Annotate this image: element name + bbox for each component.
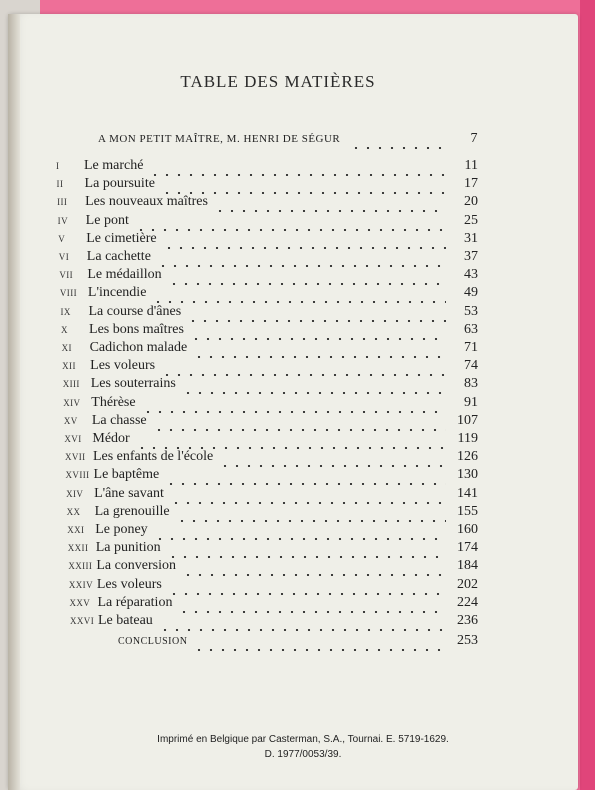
chapter-page: 160 [456, 522, 478, 537]
chapter-page: 20 [463, 194, 478, 210]
chapter-title: La poursuite [84, 176, 155, 192]
chapter-number: VI [58, 252, 70, 262]
chapter-number: XVII [64, 452, 86, 463]
toc-entry [64, 431, 478, 449]
leader-dots [159, 629, 446, 631]
chapter-number: VIII [59, 288, 77, 299]
toc-entry [63, 376, 478, 394]
chapter-number: XXIII [68, 561, 93, 572]
chapter-title: La réparation [97, 594, 173, 610]
chapter-title: Le médaillon [87, 267, 162, 283]
conclusion-page: 253 [457, 633, 478, 649]
toc-entry [58, 231, 478, 249]
dedication-page: 7 [470, 131, 478, 146]
toc-entry [67, 522, 478, 540]
chapter-page: 174 [456, 540, 478, 556]
chapter-page: 119 [457, 431, 478, 446]
chapter-page: 37 [463, 249, 478, 264]
chapter-page: 11 [464, 158, 478, 173]
chapter-title: Les enfants de l'école [92, 449, 214, 465]
chapter-title: L'incendie [87, 285, 147, 301]
toc-entry [70, 613, 478, 631]
toc-entry [69, 577, 478, 595]
toc-entry [68, 540, 478, 558]
chapter-number: VII [59, 270, 74, 281]
chapter-title: Thérèse [91, 394, 136, 410]
chapter-number: V [58, 233, 66, 244]
toc-entry [57, 176, 478, 194]
chapter-page: 184 [456, 558, 478, 574]
chapter-page: 43 [463, 267, 478, 283]
conclusion-label: CONCLUSION [118, 636, 188, 648]
chapter-title: Médor [92, 431, 130, 446]
chapter-number: III [57, 197, 68, 208]
toc-entry [62, 340, 478, 358]
conclusion-entry [90, 633, 478, 651]
book-page [8, 14, 578, 790]
toc-entry [64, 413, 478, 431]
chapter-page: 91 [463, 394, 478, 410]
chapter-page: 31 [463, 230, 478, 246]
chapter-number: XXV [69, 597, 91, 608]
chapter-title: Le bateau [98, 613, 153, 628]
chapter-number: XXVI [70, 616, 95, 626]
chapter-page: 155 [456, 503, 478, 519]
toc-entry [65, 449, 478, 467]
chapter-title: Les voleurs [96, 576, 162, 592]
chapter-number: XIV [66, 488, 84, 499]
chapter-number: XII [62, 361, 76, 372]
chapter-title: Les souterrains [90, 376, 176, 392]
chapter-page: 63 [463, 321, 478, 337]
chapter-page: 202 [456, 576, 478, 592]
chapter-number: XX [66, 506, 81, 517]
dedication-entry [98, 131, 478, 149]
toc-entry [66, 467, 478, 485]
imprint-line-2: D. 1977/0053/39. [264, 749, 342, 760]
leader-dots [193, 649, 446, 651]
toc-entry [66, 486, 478, 504]
chapter-page: 49 [463, 285, 478, 301]
chapter-number: XIV [63, 397, 81, 408]
toc-entry [60, 285, 478, 303]
chapter-number: II [56, 179, 64, 190]
chapter-number: XXI [67, 525, 85, 535]
chapter-page: 17 [463, 176, 478, 192]
chapter-number: IX [60, 306, 71, 317]
toc-entry [56, 158, 478, 176]
chapter-page: 83 [463, 376, 478, 392]
printer-imprint [98, 732, 508, 762]
chapter-title: L'âne savant [94, 485, 164, 501]
chapter-page: 126 [456, 449, 478, 465]
chapter-page: 130 [456, 467, 478, 483]
toc-entry [68, 558, 478, 576]
book-spine-shadow [8, 14, 20, 790]
chapter-page: 236 [457, 613, 478, 628]
page-title: TABLE DES MATIÈRES [180, 72, 376, 91]
chapter-page: 25 [463, 212, 478, 228]
chapter-number: XXII [67, 543, 89, 554]
toc-entry [59, 267, 478, 285]
toc-entry [63, 395, 478, 413]
chapter-number: XV [63, 415, 78, 426]
chapter-page: 141 [456, 485, 478, 501]
chapter-title: La course d'ânes [88, 303, 182, 319]
toc-entry [61, 322, 478, 340]
chapter-title: Les voleurs [90, 358, 156, 374]
chapter-number: X [61, 324, 68, 335]
chapter-title: Le cimetière [86, 230, 157, 246]
chapter-title: Les bons maîtres [89, 321, 184, 337]
toc-entry [57, 194, 478, 212]
chapter-page: 74 [463, 358, 478, 374]
toc-entry [62, 358, 478, 376]
toc-entry [67, 504, 478, 522]
toc-entry [59, 249, 478, 267]
toc-entry [58, 213, 478, 231]
chapter-page: 224 [456, 594, 478, 610]
chapter-title: La cachette [86, 249, 151, 264]
chapter-title: Le pont [85, 212, 129, 228]
chapter-title: Le poney [95, 522, 148, 537]
chapter-page: 71 [463, 340, 478, 355]
chapter-number: XIII [62, 379, 80, 390]
chapter-title: La punition [95, 540, 161, 556]
chapter-number: XXIV [68, 579, 93, 590]
chapter-number: IV [57, 215, 68, 226]
chapter-number: I [56, 161, 60, 171]
chapter-title: Les nouveaux maîtres [85, 194, 208, 210]
imprint-line-1: Imprimé en Belgique par Casterman, S.A., Tournai. E. 5719-1629. [157, 734, 449, 745]
chapter-number: XVI [64, 434, 82, 444]
chapter-title: La chasse [91, 412, 147, 428]
chapter-page: 53 [463, 303, 478, 319]
chapter-title: La grenouille [94, 503, 170, 519]
dedication-label: A MON PETIT MAÎTRE, M. HENRI DE SÉGUR [98, 133, 341, 145]
toc-entry [69, 595, 478, 613]
chapter-title: Cadichon malade [89, 340, 188, 355]
chapter-title: La conversion [96, 558, 177, 574]
chapter-number: XVIII [65, 470, 90, 481]
toc-entry [60, 304, 478, 322]
leader-dots [350, 147, 444, 149]
chapter-title: Le marché [84, 158, 144, 173]
chapter-title: Le baptême [93, 467, 160, 483]
chapter-page: 107 [456, 412, 478, 428]
chapter-number: XI [61, 343, 72, 353]
